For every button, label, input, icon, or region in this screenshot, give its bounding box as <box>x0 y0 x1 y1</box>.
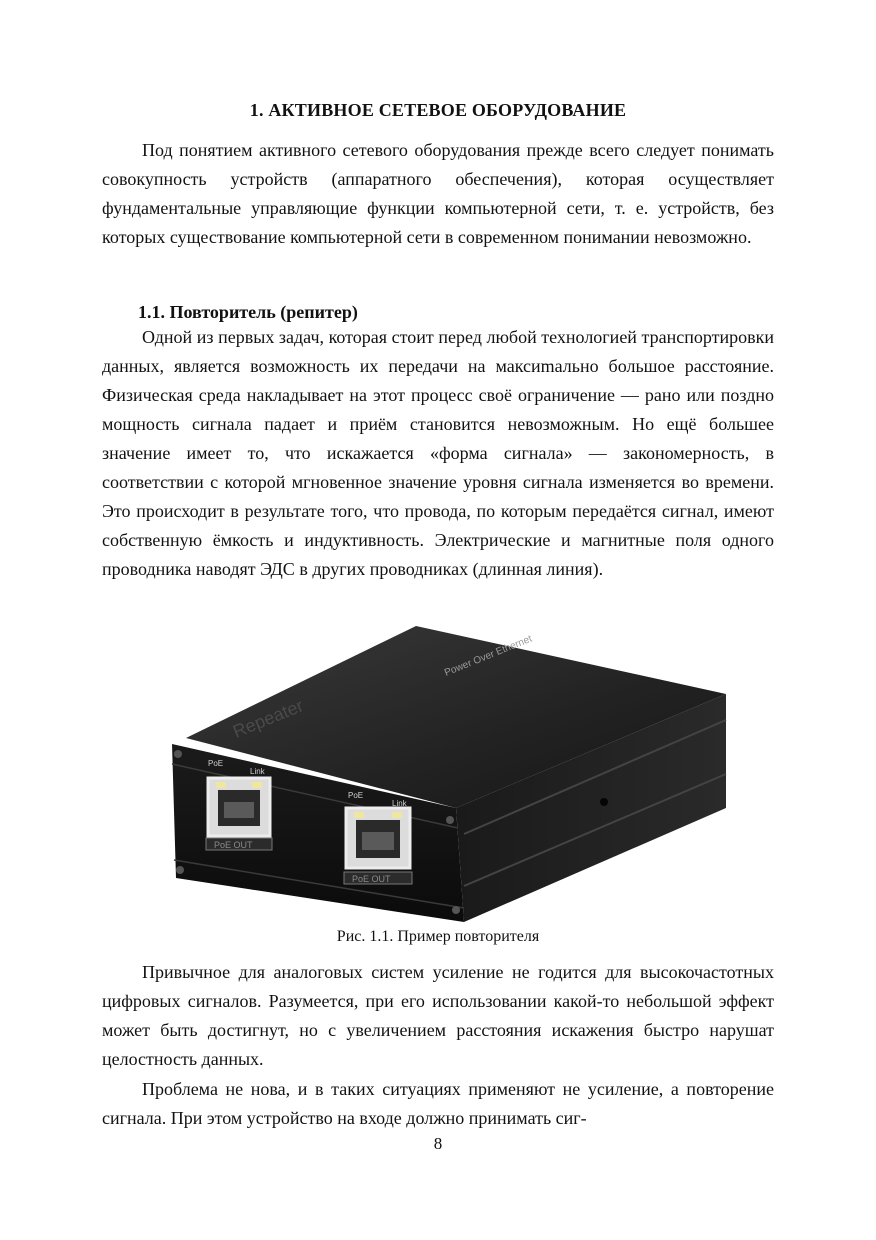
repeater-photo <box>146 616 746 932</box>
device-brand-text: Power Over Ethernet <box>443 633 534 679</box>
device-model-text: Repeater <box>230 695 307 742</box>
figure-caption: Рис. 1.1. Пример повторителя <box>336 928 540 945</box>
port2-poe-out-label: PoE OUT <box>352 874 391 884</box>
intro-paragraph: Под понятием активного сетевого оборудования прежде всего следует понимать совокупность устройств (аппаратного обеспечения), которая осуществляет фундаментальные управляющие функции компьютерной сети, т. е. устройств, без которых существование компьютерной сети в современном понимании невозможно. <box>102 140 774 247</box>
port2-poe-label: PoE <box>348 791 364 800</box>
port2-link-label: Link <box>392 799 407 808</box>
repeater-device-illustration <box>146 616 746 932</box>
body-paragraph-3: Проблема не нова, и в таких ситуациях применяют не усиление, а повторение сигнала. При этом устройство на входе должно принимать сиг- <box>102 1079 774 1128</box>
port1-poe-label: PoE <box>208 759 224 768</box>
page-number: 8 <box>433 1134 443 1153</box>
section-title: 1.1. Повторитель (репитер) <box>138 302 358 322</box>
body-paragraph-2: Привычное для аналоговых систем усиление не годится для высокочастотных цифровых сигналов. Разумеется, при его использовании какой-то небольшой эффект может быть достигнут, но с увеличением расстояния искажения быстро нарушат целостность данных. <box>102 962 774 1069</box>
ethernet-port-2 <box>344 808 412 884</box>
body-paragraph-1: Одной из первых задач, которая стоит перед любой технологией транспортировки данных, является возможность их передачи на максиmально большое расстояние. Физическая среда накладывает на этот процесс своё ограничение — рано или поздно мощность сигнала падает и приём становится невозможным. Но ещё большее значение имеет то, что искажается «форма сигнала» — закономерность, в соответствии с которой мгновенное значение уровня сигнала изменяется во времени. Это происходит в результате того, что провода, по которым передаётся сигнал, имеют собственную ёмкость и индуктивность. Электрические и магнитные поля одного проводника наводят ЭДС в других проводниках (длинная линия). <box>102 327 774 579</box>
port1-poe-out-label: PoE OUT <box>214 840 253 850</box>
chapter-title: 1. АКТИВНОЕ СЕТЕВОЕ ОБОРУДОВАНИЕ <box>249 100 627 120</box>
port1-link-label: Link <box>250 767 265 776</box>
